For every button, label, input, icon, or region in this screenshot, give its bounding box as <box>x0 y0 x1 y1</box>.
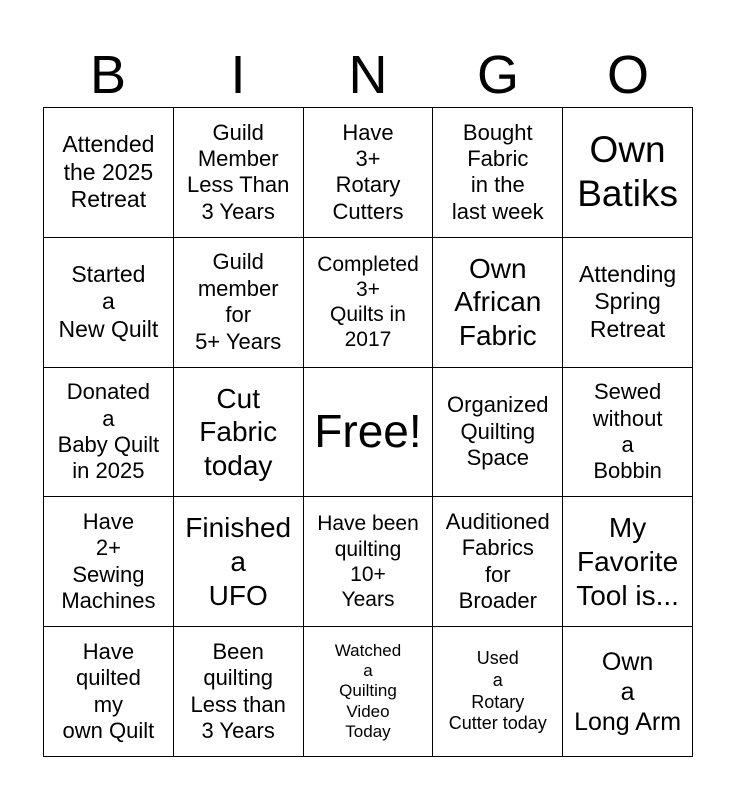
bingo-cell[interactable] <box>44 627 174 757</box>
cell-text: Have 3+ Rotary Cutters <box>332 119 404 224</box>
cell-text: Guild member for 5+ Years <box>195 249 282 354</box>
cell-text: Attended the 2025 Retreat <box>62 131 155 213</box>
free-space-text: Free! <box>314 405 422 458</box>
bingo-grid <box>43 107 693 757</box>
bingo-cell[interactable] <box>433 238 563 368</box>
cell-text: Watched a Quilting Video Today <box>334 640 402 742</box>
header-letter-b: B <box>89 45 127 105</box>
bingo-cell[interactable] <box>44 108 174 238</box>
cell-text: Completed 3+ Quilts in 2017 <box>317 252 419 352</box>
header-letter-g: G <box>476 45 519 105</box>
cell-text: Cut Fabric today <box>199 382 278 481</box>
cell-text: Bought Fabric in the last week <box>451 119 544 224</box>
bingo-cell[interactable] <box>433 108 563 238</box>
cell-text: Finished a UFO <box>185 512 292 611</box>
bingo-cell[interactable] <box>304 108 434 238</box>
bingo-cell[interactable] <box>44 238 174 368</box>
bingo-cell[interactable] <box>44 368 174 498</box>
cell-text: Sewed without a Bobbin <box>592 379 663 484</box>
header-letter-i: I <box>230 45 246 105</box>
cell-text: Have been quilting 10+ Years <box>317 512 419 611</box>
bingo-cell[interactable] <box>433 368 563 498</box>
bingo-cell[interactable] <box>174 368 304 498</box>
bingo-cell[interactable] <box>304 497 434 627</box>
cell-text: My Favorite Tool is... <box>576 512 679 611</box>
cell-text: Attending Spring Retreat <box>578 260 677 342</box>
bingo-cell[interactable] <box>433 497 563 627</box>
bingo-cell[interactable] <box>174 627 304 757</box>
bingo-cell[interactable] <box>563 627 693 757</box>
bingo-cell[interactable] <box>563 497 693 627</box>
cell-text: Started a New Quilt <box>58 260 159 342</box>
bingo-cell[interactable] <box>304 238 434 368</box>
cell-text: Own African Fabric <box>454 252 542 351</box>
cell-text: Organized Quilting Space <box>447 392 549 471</box>
header-letter-o: O <box>606 45 649 105</box>
cell-text: Have quilted my own Quilt <box>62 638 155 743</box>
cell-text: Have 2+ Sewing Machines <box>61 509 156 614</box>
bingo-header <box>43 44 693 106</box>
bingo-cell[interactable] <box>563 368 693 498</box>
bingo-cell[interactable] <box>563 108 693 238</box>
cell-text: Used a Rotary Cutter today <box>448 648 547 734</box>
bingo-cell[interactable] <box>174 238 304 368</box>
cell-text: Own a Long Arm <box>574 647 682 736</box>
cell-text: Guild Member Less Than 3 Years <box>187 119 290 224</box>
cell-text: Own Batiks <box>577 129 678 215</box>
bingo-cell[interactable] <box>563 238 693 368</box>
bingo-cell[interactable] <box>174 108 304 238</box>
bingo-cell[interactable] <box>44 497 174 627</box>
free-space-cell[interactable] <box>304 368 434 498</box>
bingo-cell[interactable] <box>174 497 304 627</box>
header-letter-n: N <box>348 45 388 105</box>
cell-text: Donated a Baby Quilt in 2025 <box>57 379 160 484</box>
bingo-cell[interactable] <box>433 627 563 757</box>
cell-text: Been quilting Less than 3 Years <box>190 638 286 743</box>
cell-text: Auditioned Fabrics for Broader <box>445 509 550 614</box>
bingo-cell[interactable] <box>304 627 434 757</box>
